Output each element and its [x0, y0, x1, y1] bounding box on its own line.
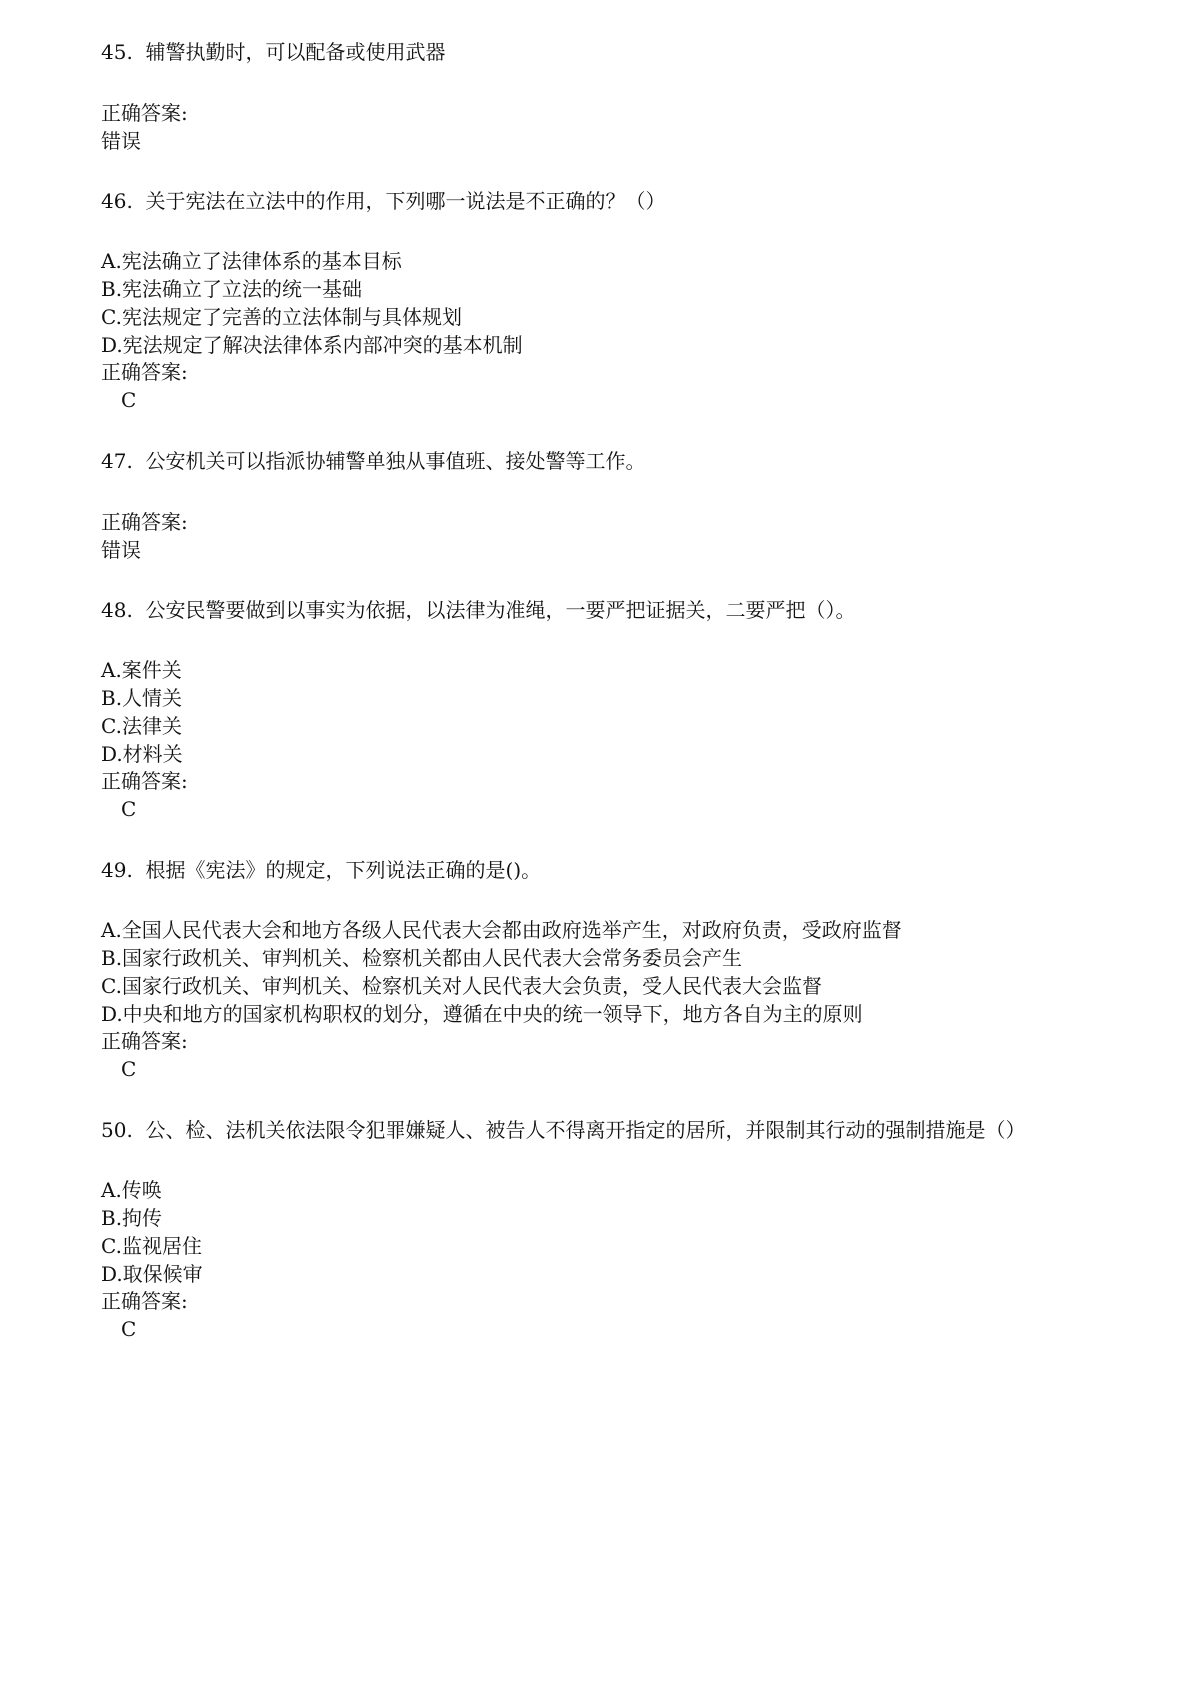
answer-value: C	[121, 797, 137, 821]
option-c: C.宪法规定了完善的立法体制与具体规划	[101, 305, 462, 329]
option-d: D.中央和地方的国家机构职权的划分，遵循在中央的统一领导下，地方各自为主的原则	[101, 1002, 863, 1026]
question-text: 公安民警要做到以事实为依据，以法律为准绳，一要严把证据关，二要严把（）。	[145, 598, 856, 622]
option-d: D.取保候审	[101, 1262, 203, 1286]
question-text: 根据《宪法》的规定，下列说法正确的是()。	[145, 858, 542, 882]
question-number: 46.	[101, 189, 133, 213]
option-a: A.传唤	[101, 1178, 162, 1202]
answer-label: 正确答案:	[101, 1029, 188, 1053]
option-b: B.国家行政机关、审判机关、检察机关都由人民代表大会常务委员会产生	[101, 946, 743, 970]
question-text: 关于宪法在立法中的作用，下列哪一说法是不正确的？（）	[145, 189, 666, 213]
answer-label: 正确答案:	[101, 510, 188, 534]
answer-label: 正确答案:	[101, 1289, 188, 1313]
question-number: 50.	[101, 1118, 133, 1142]
answer-label: 正确答案:	[101, 769, 188, 793]
option-a: A.全国人民代表大会和地方各级人民代表大会都由政府选举产生，对政府负责，受政府监督	[101, 918, 902, 942]
question-45-stem	[101, 38, 446, 66]
question-number: 45.	[101, 40, 133, 64]
question-48-stem	[101, 596, 856, 624]
option-a: A.案件关	[101, 658, 182, 682]
answer-value: 错误	[101, 129, 141, 153]
question-number: 48.	[101, 598, 133, 622]
answer-value: 错误	[101, 538, 141, 562]
option-d: D.材料关	[101, 742, 183, 766]
question-text: 公安机关可以指派协辅警单独从事值班、接处警等工作。	[145, 449, 646, 473]
answer-value: C	[121, 388, 137, 412]
question-50-stem	[101, 1116, 1026, 1144]
question-text: 辅警执勤时，可以配备或使用武器	[145, 40, 446, 64]
answer-value: C	[121, 1317, 137, 1341]
option-c: C.法律关	[101, 714, 182, 738]
option-c: C.国家行政机关、审判机关、检察机关对人民代表大会负责，受人民代表大会监督	[101, 974, 822, 998]
answer-value: C	[121, 1057, 137, 1081]
question-text: 公、检、法机关依法限令犯罪嫌疑人、被告人不得离开指定的居所，并限制其行动的强制措施是（）	[145, 1118, 1026, 1142]
question-46-stem	[101, 187, 666, 215]
option-b: B.人情关	[101, 686, 183, 710]
option-c: C.监视居住	[101, 1234, 202, 1258]
question-number: 47.	[101, 449, 133, 473]
question-49-stem	[101, 856, 541, 884]
question-number: 49.	[101, 858, 133, 882]
option-b: B.宪法确立了立法的统一基础	[101, 277, 363, 301]
answer-label: 正确答案:	[101, 360, 188, 384]
option-b: B.拘传	[101, 1206, 163, 1230]
question-47-stem	[101, 447, 646, 475]
answer-label: 正确答案:	[101, 101, 188, 125]
option-a: A.宪法确立了法律体系的基本目标	[101, 249, 402, 273]
option-d: D.宪法规定了解决法律体系内部冲突的基本机制	[101, 333, 523, 357]
